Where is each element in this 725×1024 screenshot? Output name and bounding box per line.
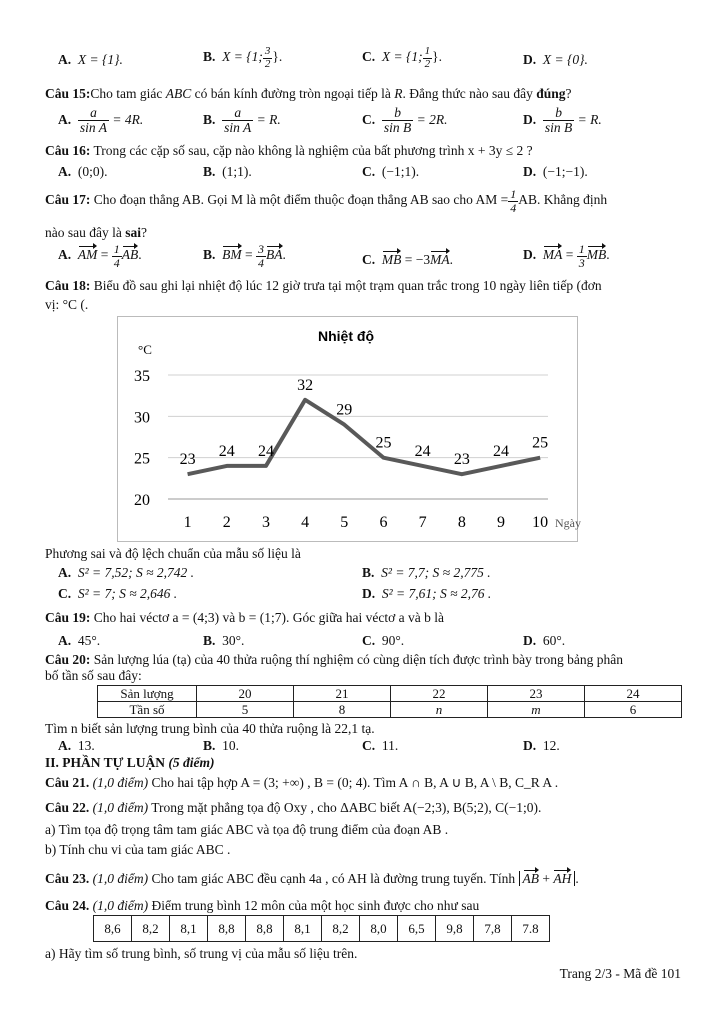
chart-y-tick-label: 30: [134, 409, 150, 427]
chart-data-label: 25: [532, 434, 549, 452]
temperature-chart: [117, 316, 581, 542]
q16-option-a: A. (0;0).: [58, 164, 108, 179]
q18-stem: Câu 18: Biểu đồ sau ghi lại nhiệt độ lúc 12 giờ trưa tại một trạm quan trắc trong 10 ngày liên tiếp (đơn: [45, 278, 602, 293]
table-row: [94, 916, 550, 942]
q22-stem: Câu 22. (1,0 điểm) Trong mặt phẳng tọa độ Oxy , cho ΔABC biết A(−2;3), B(5;2), C(−1;0).: [45, 800, 542, 815]
q15-option-c: C. $\frac{b}{\text{sin B}}$ = 2R.: [362, 105, 448, 136]
chart-data-label: 29: [336, 401, 353, 419]
chart-x-axis-label: Ngày: [555, 516, 581, 530]
table-cell: 22: [391, 686, 488, 702]
q18-option-d: D. S² = 7,61; S ≈ 2,76 .: [362, 586, 492, 601]
q20-option-b: B. 10.: [203, 738, 240, 753]
chart-y-tick-label: 25: [134, 450, 150, 468]
chart-data-label: 23: [453, 451, 470, 469]
chart-x-tick-label: 10: [532, 514, 549, 531]
q20-stem-line2: bố tần số sau đây:: [45, 668, 142, 683]
table-cell: 6,5: [398, 916, 436, 942]
q17-stem: Câu 17: Cho đoạn thẳng AB. Gọi M là một điểm thuộc đoạn thẳng AB sao cho AM = $\frac{1}{4}$ AB. Khẳng định: [45, 187, 608, 215]
chart-x-tick-label: 9: [496, 514, 505, 531]
scores-table: [93, 915, 550, 942]
q17-stem-line2: nào sau đây là sai?: [45, 225, 147, 240]
chart-data-label: 24: [492, 442, 509, 460]
q19-option-a: A. 45°.: [58, 633, 101, 648]
q19-option-d: D. 60°.: [523, 633, 566, 648]
table-cell: 7,8: [474, 916, 512, 942]
q18-option-b: B. S² = 7,7; S ≈ 2,775 .: [362, 565, 491, 580]
q14-option-d: D. X = {0}.: [523, 52, 588, 67]
table-cell: 23: [488, 686, 585, 702]
chart-y-axis-label: °C: [138, 342, 152, 357]
chart-data-label: 32: [297, 376, 314, 394]
yield-frequency-table: [97, 685, 682, 718]
chart-data-label: 24: [414, 442, 431, 460]
table-cell: 8,1: [170, 916, 208, 942]
table-row: [98, 686, 682, 702]
table-cell: 5: [197, 702, 294, 718]
page-footer: Trang 2/3 - Mã đề 101: [559, 966, 681, 981]
chart-x-tick-label: 3: [261, 514, 270, 531]
q15-option-d: D. $\frac{b}{\text{sin B}}$ = R.: [523, 105, 602, 136]
table-row: [98, 702, 682, 718]
q22-part-a: a) Tìm tọa độ trọng tâm tam giác ABC và tọa độ trung điểm của đoạn AB .: [45, 822, 449, 837]
q18-option-a: A. S² = 7,52; S ≈ 2,742 .: [58, 565, 195, 580]
table-cell: 24: [585, 686, 682, 702]
q20-option-c: C. 11.: [362, 738, 399, 753]
q14-option-b: B. X = {1; $\frac{3}{2}$ }.: [203, 45, 283, 70]
table-cell: 8,2: [132, 916, 170, 942]
q17-option-b: B. BM = $\frac{3}{4}$ BA.: [203, 242, 286, 270]
q16-option-c: C. (−1;1).: [362, 164, 420, 179]
table-cell: 8,6: [94, 916, 132, 942]
table-cell: 6: [585, 702, 682, 718]
q20-question: Tìm n biết sản lượng trung bình của 40 thửa ruộng là 22,1 tạ.: [45, 721, 375, 736]
table-cell: 20: [197, 686, 294, 702]
chart-x-tick-label: 7: [418, 514, 427, 531]
q20-stem: Câu 20: Sản lượng lúa (tạ) của 40 thửa ruộng thí nghiệm có cùng diện tích được trình bày trong bảng phân: [45, 652, 623, 667]
q19-stem: Câu 19: Cho hai véctơ a = (4;3) và b = (1;7). Góc giữa hai véctơ a và b là: [45, 610, 444, 625]
table-cell: Sản lượng: [98, 686, 197, 702]
q16-option-b: B. (1;1).: [203, 164, 252, 179]
table-cell: 8,2: [322, 916, 360, 942]
chart-series-line: [188, 400, 541, 474]
chart-data-label: 24: [257, 442, 274, 460]
q14-option-a: A. X = {1}.: [58, 52, 123, 67]
q19-option-c: C. 90°.: [362, 633, 405, 648]
table-cell: 8,1: [284, 916, 322, 942]
q15-stem: Câu 15:Cho tam giác ABC có bán kính đường tròn ngoại tiếp là R. Đẳng thức nào sau đây đúng?: [45, 86, 572, 101]
table-cell: 7.8: [512, 916, 550, 942]
chart-title: Nhiệt độ: [318, 328, 374, 344]
q14-option-c: C. X = {1; $\frac{1}{2}$ }.: [362, 45, 442, 70]
q17-option-c: C. MB = −3MA.: [362, 252, 453, 267]
table-cell: 8,8: [208, 916, 246, 942]
table-cell: 8,0: [360, 916, 398, 942]
table-cell: m: [488, 702, 585, 718]
q24-stem: Câu 24. (1,0 điểm) Điểm trung bình 12 môn của một học sinh được cho như sau: [45, 898, 480, 913]
chart-y-tick-label: 20: [134, 492, 150, 509]
q18-option-c: C. S² = 7; S ≈ 2,646 .: [58, 586, 178, 601]
table-cell: 8,8: [246, 916, 284, 942]
q19-option-b: B. 30°.: [203, 633, 245, 648]
table-cell: Tần số: [98, 702, 197, 718]
part2-heading: II. PHẦN TỰ LUẬN (5 điểm): [45, 755, 215, 770]
chart-x-tick-label: 8: [457, 514, 466, 531]
q23-vector-sum-abs: AB + AH: [519, 871, 576, 886]
table-cell: 21: [294, 686, 391, 702]
q16-option-d: D. (−1;−1).: [523, 164, 588, 179]
q23-stem: Câu 23. (1,0 điểm) Cho tam giác ABC đều cạnh 4a , có AH là đường trung tuyến. Tính AB + AH .: [45, 871, 579, 886]
temperature-chart-svg: [118, 317, 581, 541]
chart-y-tick-label: 35: [134, 368, 150, 385]
q16-stem: Câu 16: Trong các cặp số sau, cặp nào không là nghiệm của bất phương trình x + 3y ≤ 2 ?: [45, 143, 533, 158]
q18-stem-line2: vị: °C (.: [45, 297, 89, 312]
q18-question: Phương sai và độ lệch chuẩn của mẫu số liệu là: [45, 546, 301, 561]
chart-data-label: 25: [375, 434, 392, 452]
q24-part-a: a) Hãy tìm số trung bình, số trung vị của mẫu số liệu trên.: [45, 946, 358, 961]
chart-x-tick-label: 4: [301, 514, 310, 531]
chart-x-tick-label: 5: [340, 514, 349, 531]
q20-option-a: A. 13.: [58, 738, 95, 753]
chart-x-tick-label: 2: [222, 514, 231, 531]
q21-stem: Câu 21. (1,0 điểm) Cho hai tập hợp A = (3; +∞) , B = (0; 4). Tìm A ∩ B, A ∪ B, A \ B, C_R A .: [45, 775, 559, 790]
chart-x-tick-label: 1: [183, 514, 192, 531]
chart-data-label: 23: [179, 451, 196, 469]
table-cell: n: [391, 702, 488, 718]
table-cell: 8: [294, 702, 391, 718]
q17-option-a: A. AM = $\frac{1}{4}$ AB.: [58, 242, 142, 270]
chart-data-label: 24: [218, 442, 235, 460]
chart-x-tick-label: 6: [379, 514, 388, 531]
q22-part-b: b) Tính chu vi của tam giác ABC .: [45, 842, 231, 857]
q15-option-b: B. $\frac{a}{\text{sin A}}$ = R.: [203, 105, 281, 136]
table-cell: 9,8: [436, 916, 474, 942]
q20-option-d: D. 12.: [523, 738, 560, 753]
q15-option-a: A. $\frac{a}{\text{sin A}}$ = 4R.: [58, 105, 144, 136]
q17-option-d: D. MA = $\frac{1}{3}$ MB.: [523, 242, 610, 270]
